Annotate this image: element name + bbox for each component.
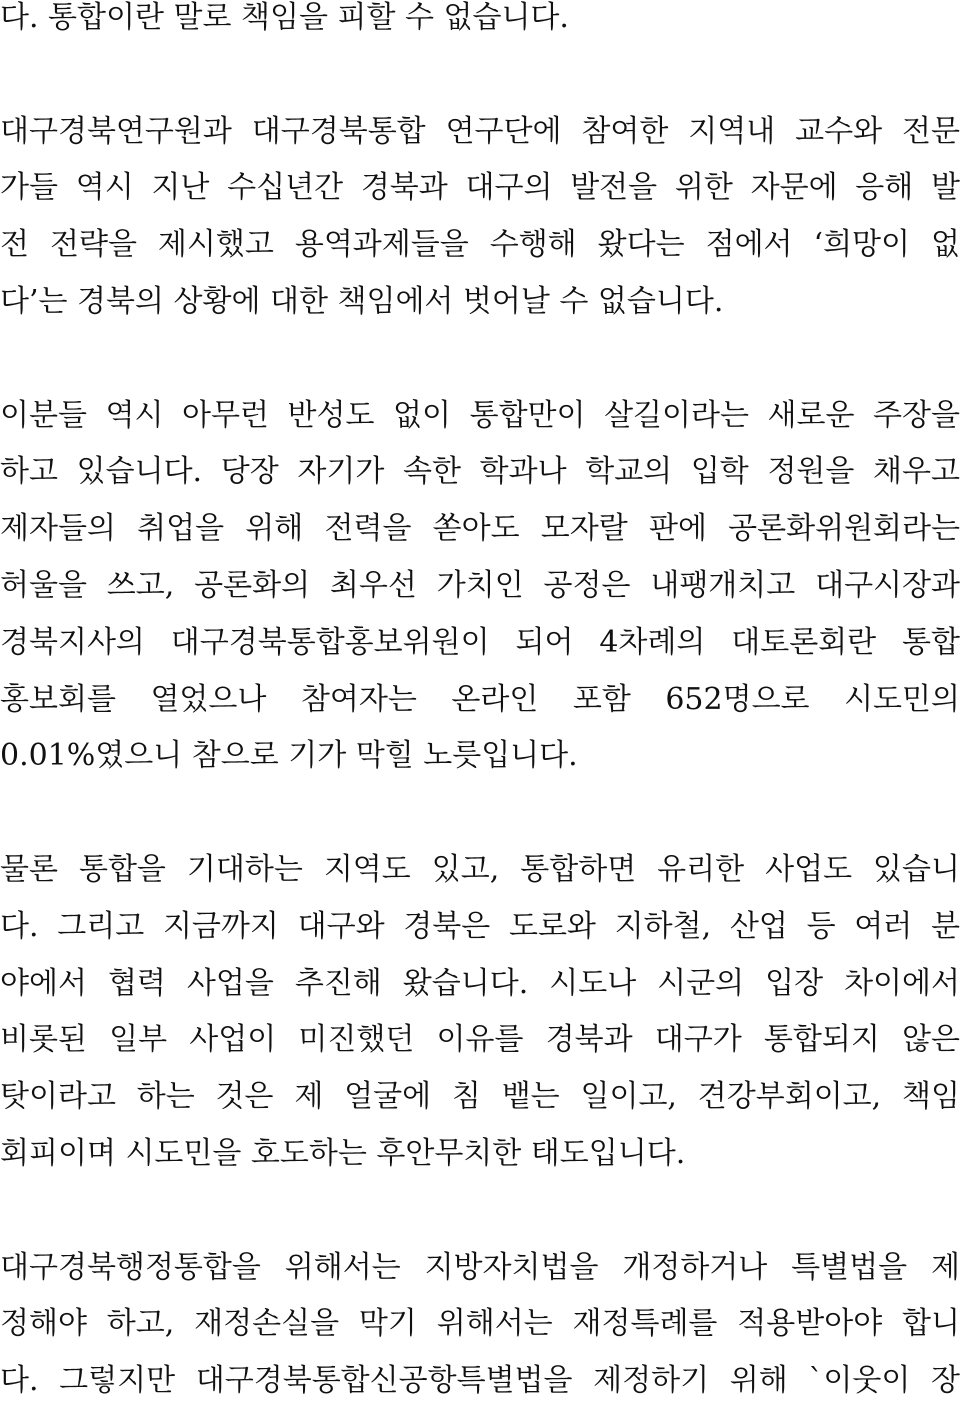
paragraph-gap	[0, 47, 960, 104]
text-line: 정해야 하고, 재정손실을 막기 위해서는 재정특례를 적용받아야 합니	[0, 1306, 960, 1342]
paragraph-2	[0, 104, 960, 331]
paragraph-gap	[0, 1183, 960, 1240]
text-line: 홍보회를 열었으나 참여자는 온라인 포함 652명으로 시도민의	[0, 681, 960, 717]
text-line: 가들 역시 지난 수십년간 경북과 대구의 발전을 위한 자문에 응해 발	[0, 170, 960, 206]
paragraph-3	[0, 388, 960, 786]
text-line: 대구경북연구원과 대구경북통합 연구단에 참여한 지역내 교수와 전문	[0, 113, 960, 149]
text-line: 탓이라고 하는 것은 제 얼굴에 침 뱉는 일이고, 견강부회이고, 책임	[0, 1079, 960, 1115]
text-line: 전 전략을 제시했고 용역과제들을 수행해 왔다는 점에서 ‘희망이 없	[0, 227, 960, 263]
text-line: 다. 통합이란 말로 책임을 피할 수 없습니다.	[0, 0, 569, 35]
text-line: 회피이며 시도민을 호도하는 후안무치한 태도입니다.	[0, 1135, 686, 1171]
text-line: 제자들의 취업을 위해 전력을 쏟아도 모자랄 판에 공론화위원회라는	[0, 511, 960, 547]
paragraph-gap	[0, 785, 960, 842]
text-line: 경북지사의 대구경북통합홍보위원이 되어 4차례의 대토론회란 통합	[0, 624, 960, 660]
text-line: 하고 있습니다. 당장 자기가 속한 학과나 학교의 입학 정원을 채우고	[0, 454, 960, 490]
paragraph-gap	[0, 331, 960, 388]
text-line: 이분들 역시 아무런 반성도 없이 통합만이 살길이라는 새로운 주장을	[0, 397, 960, 433]
text-line: 비롯된 일부 사업이 미진했던 이유를 경북과 대구가 통합되지 않은	[0, 1022, 960, 1058]
text-line: 물론 통합을 기대하는 지역도 있고, 통합하면 유리한 사업도 있습니	[0, 851, 960, 887]
text-line: 다’는 경북의 상황에 대한 책임에서 벗어날 수 없습니다.	[0, 283, 724, 319]
text-line: 대구경북행정통합을 위해서는 지방자치법을 개정하거나 특별법을 제	[0, 1249, 960, 1285]
text-line: 다. 그리고 지금까지 대구와 경북은 도로와 지하철, 산업 등 여러 분	[0, 908, 960, 944]
text-line: 0.01%였으니 참으로 기가 막힐 노릇입니다.	[0, 738, 578, 774]
text-line: 다. 그렇지만 대구경북통합신공항특별법을 제정하기 위해 `이웃이 장	[0, 1363, 960, 1399]
text-line: 야에서 협력 사업을 추진해 왔습니다. 시도나 시군의 입장 차이에서	[0, 965, 960, 1001]
paragraph-5	[0, 1240, 960, 1410]
text-line: 허울을 쓰고, 공론화의 최우선 가치인 공정은 내팽개치고 대구시장과	[0, 567, 960, 603]
paragraph-4	[0, 842, 960, 1183]
paragraph-1	[0, 0, 960, 47]
